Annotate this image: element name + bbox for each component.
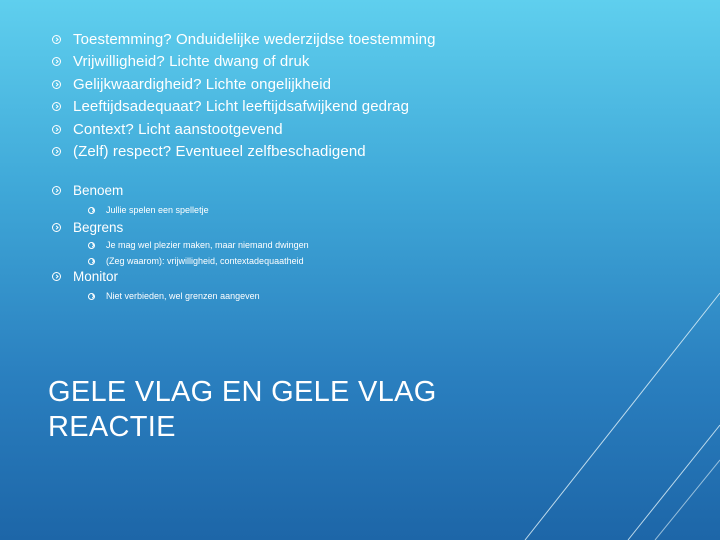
bullet-leeftijdsadequaat	[52, 98, 409, 115]
checkmark-bullet-icon	[52, 35, 61, 44]
sub-bullet-text: Niet verbieden, wel grenzen aangeven	[106, 291, 260, 301]
checkmark-bullet-icon	[52, 80, 61, 89]
section-heading-begrens	[52, 220, 123, 235]
bullet-text: Context? Licht aanstootgevend	[73, 121, 283, 138]
checkmark-bullet-icon	[52, 125, 61, 134]
checkmark-bullet-icon	[52, 223, 61, 232]
slide-title-line-1: GELE VLAG EN GELE VLAG	[48, 376, 437, 408]
checkmark-bullet-icon	[88, 242, 95, 249]
checkmark-bullet-icon	[88, 293, 95, 300]
checkmark-bullet-icon	[88, 207, 95, 214]
slide-title-line-2: REACTIE	[48, 411, 176, 443]
sub-bullet	[88, 256, 304, 266]
bullet-text: Leeftijdsadequaat? Licht leeftijdsafwijkend gedrag	[73, 98, 410, 115]
sub-bullet-text: (Zeg waarom): vrijwilligheid, contextadequaatheid	[106, 256, 304, 266]
bullet-text: Gelijkwaardigheid? Lichte ongelijkheid	[73, 76, 332, 93]
sub-bullet-text: Je mag wel plezier maken, maar niemand dwingen	[106, 240, 309, 250]
checkmark-bullet-icon	[52, 147, 61, 156]
bullet-gelijkwaardigheid	[52, 76, 331, 93]
bullet-context	[52, 121, 283, 138]
section-heading-text: Benoem	[73, 183, 124, 198]
sub-bullet	[88, 240, 309, 250]
checkmark-bullet-icon	[52, 272, 61, 281]
section-heading-monitor	[52, 269, 118, 284]
section-heading-text: Begrens	[73, 220, 124, 235]
bullet-vrijwilligheid	[52, 53, 310, 70]
checkmark-bullet-icon	[52, 57, 61, 66]
checkmark-bullet-icon	[52, 186, 61, 195]
bullet-zelfrespect	[52, 143, 366, 160]
bullet-text: (Zelf) respect? Eventueel zelfbeschadigend	[73, 143, 366, 160]
section-heading-text: Monitor	[73, 269, 119, 284]
checkmark-bullet-icon	[88, 258, 95, 265]
sub-bullet-text: Jullie spelen een spelletje	[106, 205, 209, 215]
bullet-text: Vrijwilligheid? Lichte dwang of druk	[73, 53, 310, 70]
checkmark-bullet-icon	[52, 102, 61, 111]
slide-title	[48, 375, 437, 445]
bullet-text: Toestemming? Onduidelijke wederzijdse toestemming	[73, 31, 436, 48]
section-heading-benoem	[52, 183, 123, 198]
bullet-toestemming	[52, 31, 436, 48]
sub-bullet	[88, 205, 209, 215]
sub-bullet	[88, 291, 260, 301]
